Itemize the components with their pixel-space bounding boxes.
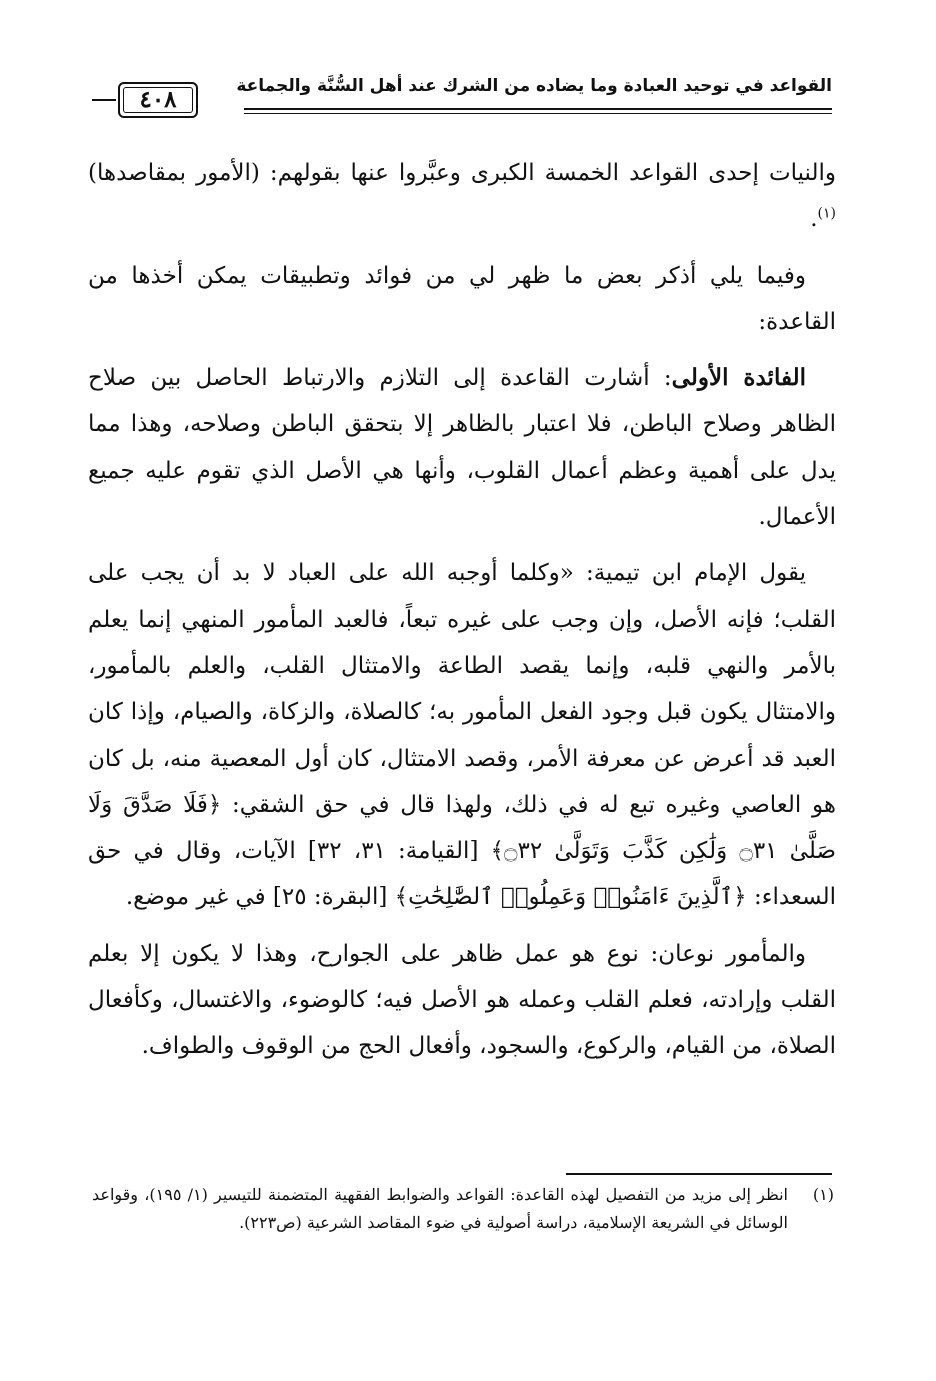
page-number: ٤٠٨ xyxy=(139,86,177,113)
main-text xyxy=(88,150,836,1080)
running-header xyxy=(92,66,832,136)
footnotes xyxy=(92,1181,834,1237)
header-rule-thick xyxy=(244,108,832,110)
footnote-reference[interactable]: (١) xyxy=(817,205,836,222)
paragraph-3-text: : أشارت القاعدة إلى التلازم والارتباط الحاصل بين صلاح الظاهر وصلاح الباطن، فلا اعتبار بالظاهر إلا بتحقق الباطن وصلاحه، وهذا مما يدل على أهمية وعظم أعمال القلوب، وأنها هي الأصل الذي تقوم عليه جميع الأعمال. xyxy=(88,365,836,531)
paragraph-3-lead: الفائدة الأولى xyxy=(671,364,806,392)
paragraph-4-quote: يقول الإمام ابن تيمية: «وكلما أوجبه الله على العباد لا بد أن يجب على القلب؛ فإنه الأصل، وإن وجب على غيره تبعاً، فالعبد المأمور المنهي إنما يعلم بالأمر والنهي قلبه، وإنما يقصد الطاعة والامتثال القلب، والعلم بالمأمور، والامتثال يكون قبل وجود الفعل المأمور به؛ كالصلاة، والزكاة، والصيام، وإذا كان العبد قد أعرض عن معرفة الأمر، وقصد الامتثال، كان أول المعصية منه، بل كان هو العاصي وغيره تبع له في ذلك، ولهذا قال في حق الشقي: ﴿فَلَا صَدَّقَ وَلَا صَلَّىٰ ۝٣١ وَلَٰكِن كَذَّبَ وَتَوَلَّىٰ ۝٣٢﴾ [القيامة: ٣١، ٣٢] الآيات، وقال في حق السعداء: ﴿ٱلَّذِينَ ءَامَنُوا۟ وَعَمِلُوا۟ ٱلصَّٰلِحَٰتِ﴾ [البقرة: ٢٥] في غير موضع. xyxy=(88,560,836,911)
footnote-marker: (١) xyxy=(812,1185,834,1204)
header-title: القواعد في توحيد العبادة وما يضاده من الشرك عند أهل السُّنَّة والجماعة xyxy=(236,76,832,96)
header-rule-thin xyxy=(244,113,832,114)
paragraph-1-end: . xyxy=(810,206,818,233)
frame-ornament-left xyxy=(92,99,116,101)
paragraph-3 xyxy=(88,355,836,540)
paragraph-1 xyxy=(88,150,836,243)
paragraph-2: وفيما يلي أذكر بعض ما ظهر لي من فوائد وتطبيقات يمكن أخذها من القاعدة: xyxy=(88,262,836,335)
footnote-text: انظر إلى مزيد من التفصيل لهذه القاعدة: القواعد والضوابط الفقهية المتضمنة للتيسير (١/ ١٩٥)، وقواعد الوسائل في الشريعة الإسلامية، دراسة أصولية في ضوء المقاصد الشرعية (ص٢٢٣). xyxy=(92,1185,788,1232)
paragraph-1-text: والنيات إحدى القواعد الخمسة الكبرى وعبَّروا عنها بقولهم: (الأمور بمقاصدها) xyxy=(88,160,836,186)
footnote-item xyxy=(92,1181,834,1237)
page-number-frame xyxy=(92,82,242,122)
footnote-separator xyxy=(566,1173,832,1175)
paragraph-5: والمأمور نوعان: نوع هو عمل ظاهر على الجوارح، وهذا لا يكون إلا بعلم القلب وإرادته، فعلم القلب وعمله هو الأصل فيه؛ كالوضوء، والاغتسال، وكأفعال الصلاة، من القيام، والركوع، والسجود، وأفعال الحج من الوقوف والطواف. xyxy=(88,940,836,1060)
